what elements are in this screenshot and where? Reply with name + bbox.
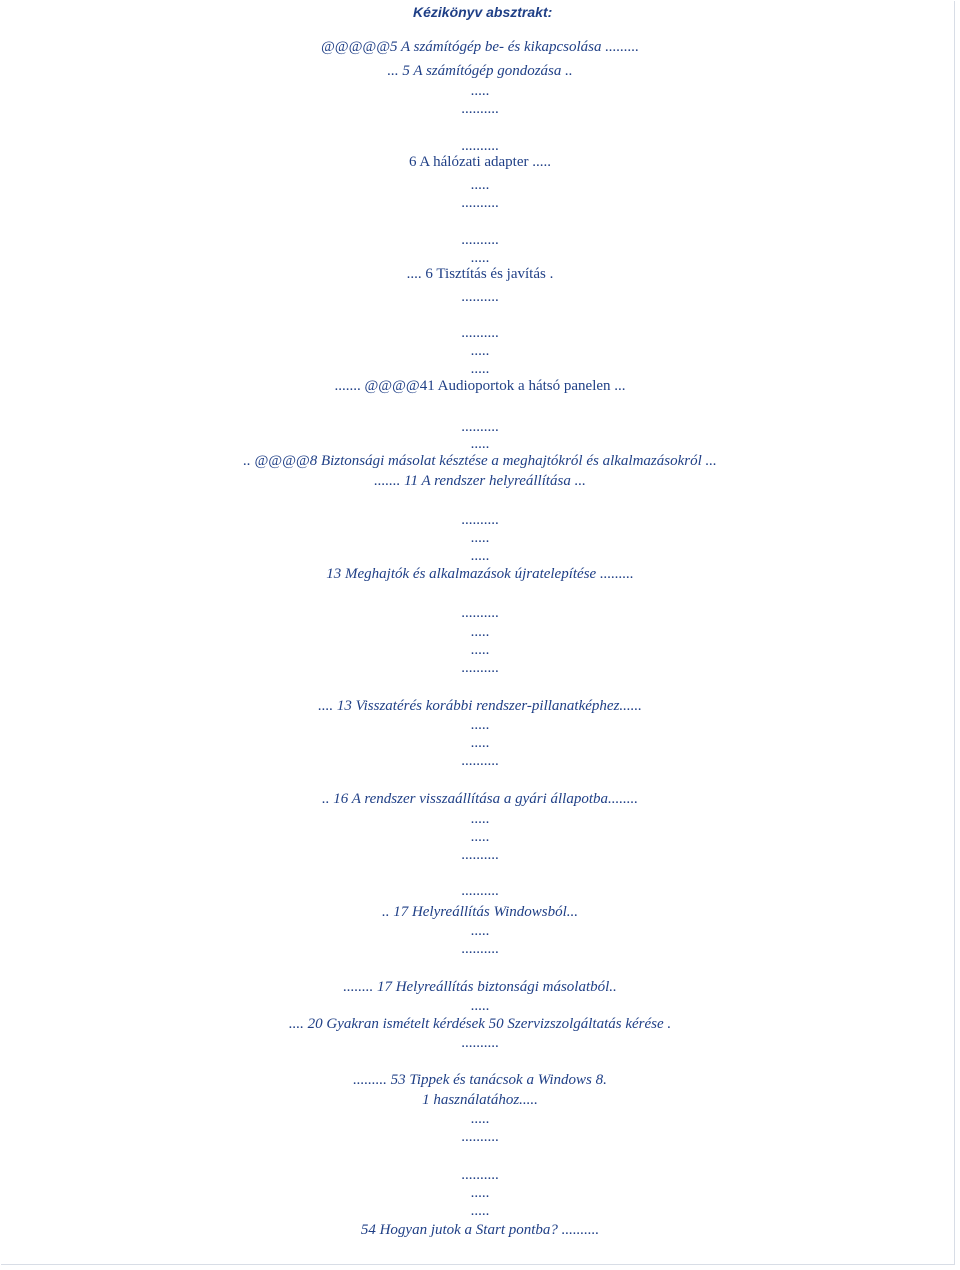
toc-line: ..... [470, 624, 490, 640]
toc-line: .......... [461, 419, 499, 435]
toc-line: 6 A hálózati adapter ..... [408, 154, 552, 170]
toc-line: ........ 17 Helyreállítás biztonsági másolatból.. [343, 979, 617, 995]
toc-line: .......... [461, 883, 499, 899]
toc-line: ..... [470, 829, 490, 845]
toc-line: .......... [461, 289, 499, 305]
toc-line: .......... [461, 605, 499, 621]
toc-line: ..... [470, 642, 490, 658]
toc-line: .. 16 A rendszer visszaállítása a gyári állapotba........ [322, 791, 638, 807]
toc-line: .......... [461, 101, 499, 117]
toc-line: ..... [470, 343, 490, 359]
toc-line: .......... [461, 1167, 499, 1183]
toc-line: ....... 11 A rendszer helyreállítása ... [374, 473, 586, 489]
toc-line: ..... [470, 83, 490, 99]
toc-line: ..... [470, 1185, 490, 1201]
toc-line: .......... [461, 232, 499, 248]
toc-line: 13 Meghajtók és alkalmazások újratelepítése ......... [326, 566, 634, 582]
toc-line: 54 Hogyan jutok a Start pontba? .......... [360, 1222, 600, 1238]
toc-line: ..... [470, 923, 490, 939]
toc-line: ... 5 A számítógép gondozása .. [387, 63, 573, 79]
toc-line: .......... [461, 512, 499, 528]
toc-line: .......... [461, 325, 499, 341]
toc-line: .... 20 Gyakran ismételt kérdések 50 Szervizszolgáltatás kérése . [288, 1016, 672, 1032]
toc-line: .......... [461, 941, 499, 957]
toc-line: .......... [461, 195, 499, 211]
toc-line: .. @@@@8 Biztonsági másolat késztése a meghajtókról és alkalmazásokról ... [243, 453, 717, 469]
toc-line: ......... 53 Tippek és tanácsok a Windows 8. [353, 1072, 607, 1088]
toc-line: ..... [470, 1111, 490, 1127]
toc-line: ..... [470, 717, 490, 733]
toc-line: ..... [470, 177, 490, 193]
toc-line: ..... [470, 998, 490, 1014]
toc-line: ..... [470, 811, 490, 827]
toc-line: .......... [461, 660, 499, 676]
toc-line: ..... [470, 436, 490, 452]
toc-line: .......... [461, 847, 499, 863]
document-heading: Kézikönyv absztrakt: [413, 4, 553, 20]
toc-line: ..... [470, 1203, 490, 1219]
toc-line: ..... [470, 735, 490, 751]
toc-line: .... 6 Tisztítás és javítás . [406, 266, 554, 282]
toc-line: .. 17 Helyreállítás Windowsból... [381, 904, 579, 920]
toc-line: ..... [470, 530, 490, 546]
toc-line: .......... [461, 753, 499, 769]
toc-line: .......... [461, 138, 499, 154]
toc-line: ....... @@@@41 Audioportok a hátsó panelen ... [334, 378, 626, 394]
toc-line: ..... [470, 548, 490, 564]
toc-line: .... 13 Visszatérés korábbi rendszer-pillanatképhez...... [318, 698, 642, 714]
toc-line: 1 használatához..... [422, 1092, 538, 1108]
toc-line: @@@@@5 A számítógép be- és kikapcsolása ......... [321, 39, 639, 55]
toc-line: .......... [461, 1129, 499, 1145]
toc-line: .......... [461, 1035, 499, 1051]
toc-line: ..... [470, 361, 490, 377]
toc-line: ..... [470, 250, 490, 266]
